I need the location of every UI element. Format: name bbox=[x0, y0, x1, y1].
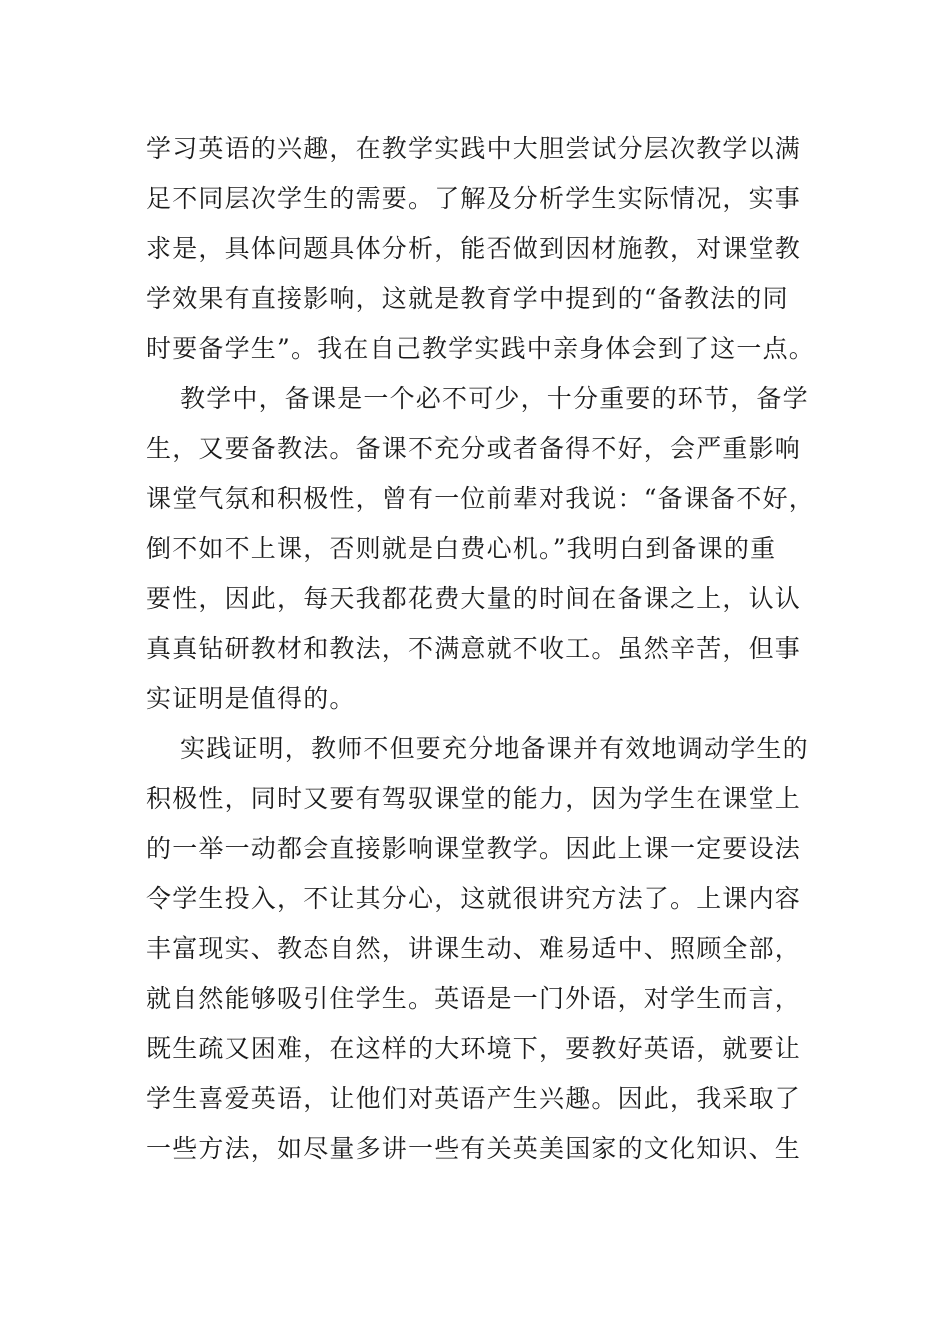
text-line: 实证明是值得的。 bbox=[146, 684, 356, 713]
text-line: 既生疏又困难，在这样的大环境下，要教好英语，就要让 bbox=[146, 1034, 802, 1063]
text-line: 生，又要备教法。备课不充分或者备得不好，会严重影响 bbox=[146, 434, 802, 463]
text-line: 丰富现实、教态自然，讲课生动、难易适中、照顾全部， bbox=[146, 934, 802, 963]
text-line: 学效果有直接影响，这就是教育学中提到的“备教法的同 bbox=[146, 284, 789, 313]
paragraph bbox=[146, 724, 809, 1174]
text-line: 时要备学生”。我在自己教学实践中亲身体会到了这一点。 bbox=[146, 334, 815, 363]
text-line: 积极性，同时又要有驾驭课堂的能力，因为学生在课堂上 bbox=[146, 784, 802, 813]
text-line: 求是，具体问题具体分析，能否做到因材施教，对课堂教 bbox=[146, 234, 802, 263]
text-line: 令学生投入，不让其分心，这就很讲究方法了。上课内容 bbox=[146, 884, 802, 913]
text-line: 真真钻研教材和教法，不满意就不收工。虽然辛苦，但事 bbox=[146, 634, 802, 663]
text-line: 就自然能够吸引住学生。英语是一门外语，对学生而言， bbox=[146, 984, 802, 1013]
document-body bbox=[146, 124, 815, 1174]
text-line: 足不同层次学生的需要。了解及分析学生实际情况，实事 bbox=[146, 184, 802, 213]
text-line: 学习英语的兴趣，在教学实践中大胆尝试分层次教学以满 bbox=[146, 134, 802, 163]
text-line: 学生喜爱英语，让他们对英语产生兴趣。因此，我采取了 bbox=[146, 1084, 802, 1113]
text-line: 课堂气氛和积极性，曾有一位前辈对我说：“备课备不好， bbox=[146, 484, 815, 513]
text-line: 要性，因此，每天我都花费大量的时间在备课之上，认认 bbox=[146, 584, 802, 613]
paragraph bbox=[146, 374, 815, 724]
text-line: 实践证明，教师不但要充分地备课并有效地调动学生的 bbox=[180, 734, 809, 763]
paragraph bbox=[146, 124, 815, 374]
text-line: 一些方法，如尽量多讲一些有关英美国家的文化知识、生 bbox=[146, 1134, 802, 1163]
text-line: 教学中，备课是一个必不可少，十分重要的环节，备学 bbox=[180, 384, 809, 413]
text-line: 的一举一动都会直接影响课堂教学。因此上课一定要设法 bbox=[146, 834, 802, 863]
text-line: 倒不如不上课，否则就是白费心机。”我明白到备课的重 bbox=[146, 534, 777, 563]
